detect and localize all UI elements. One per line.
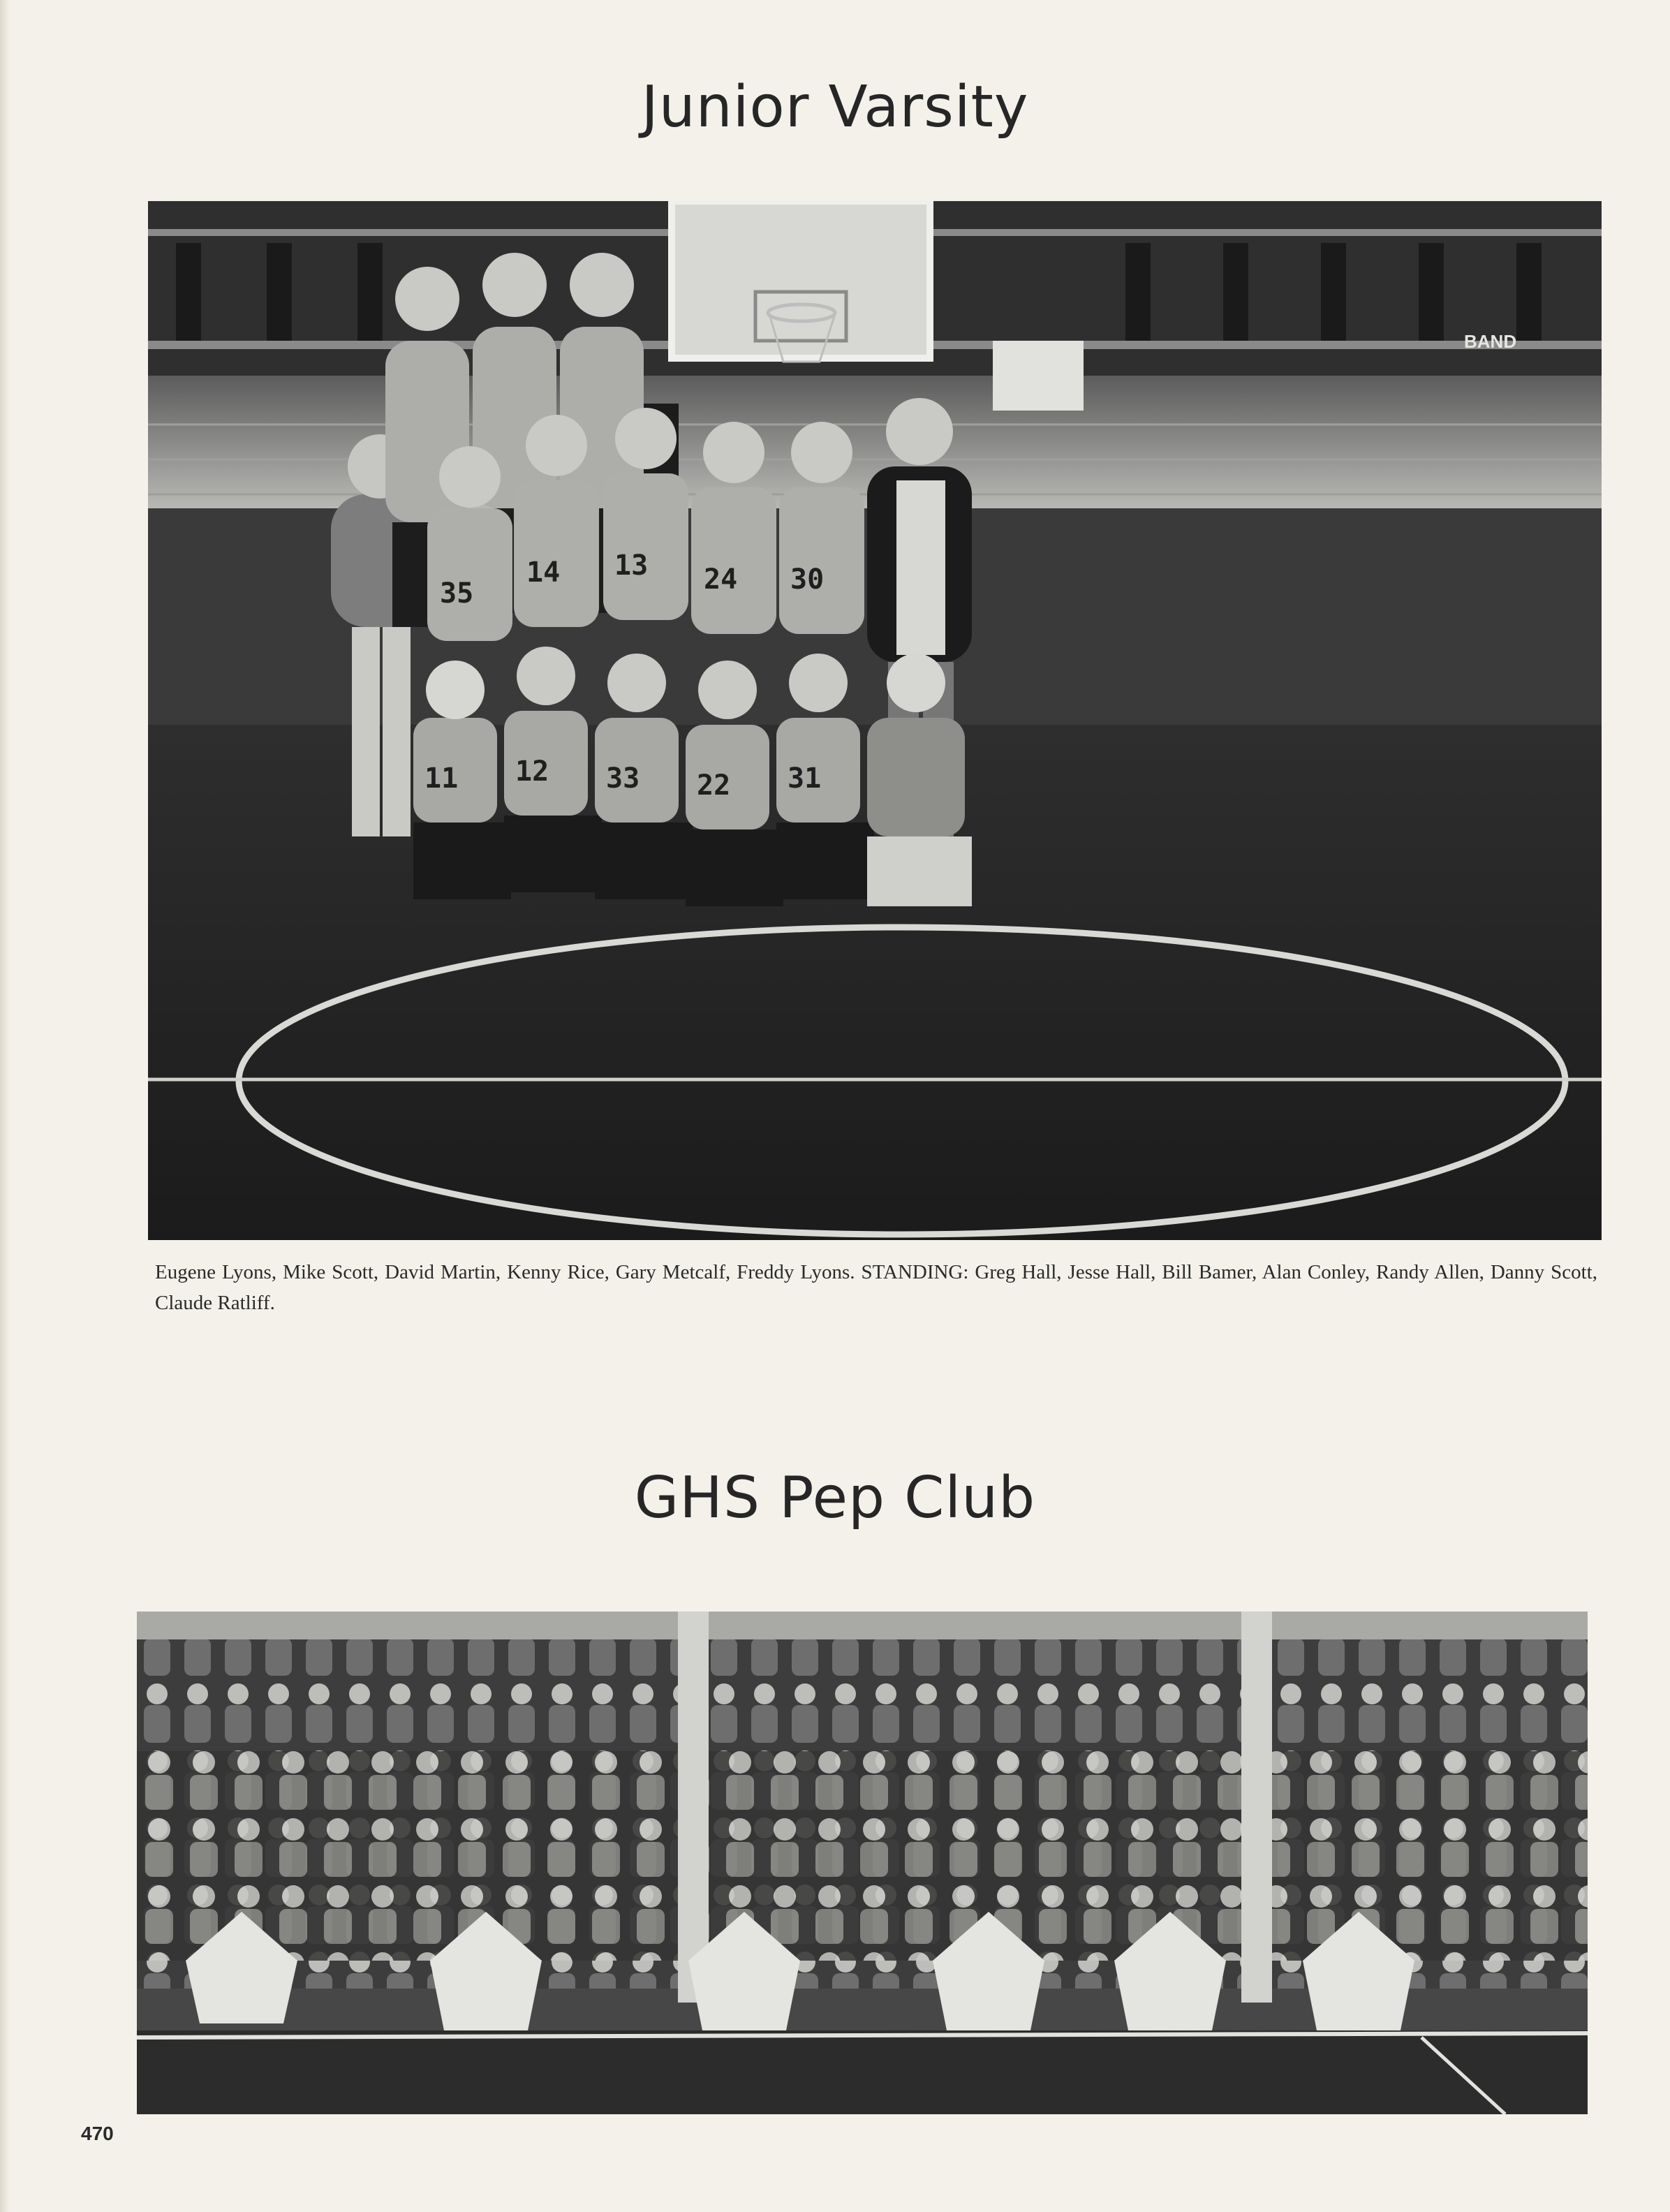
band-sign: BAND [1464, 331, 1517, 352]
jersey-30: 30 [790, 563, 825, 596]
jersey-35: 35 [440, 577, 474, 610]
pep-club-group-photo [137, 1612, 1588, 2114]
jersey-14: 14 [526, 556, 561, 589]
junior-varsity-caption: Eugene Lyons, Mike Scott, David Martin, Kenny Rice, Gary Metcalf, Freddy Lyons. STANDING: Greg Hall, Jesse Hall, Bill Bamer, Alan Conley, Randy Allen, Danny Scott, Claude Ratliff. [155, 1261, 1597, 1314]
pep-club-heading: GHS Pep Club [634, 1465, 1036, 1531]
jersey-12: 12 [515, 755, 549, 788]
junior-varsity-team-photo [148, 201, 1602, 1240]
jersey-11: 11 [424, 762, 459, 795]
team-photo-illustration [148, 201, 1602, 1240]
group-photo-illustration [137, 1612, 1588, 2114]
jersey-13: 13 [614, 550, 649, 582]
junior-varsity-heading: Junior Varsity [641, 74, 1029, 140]
page-number: 470 [81, 2123, 114, 2144]
jersey-33: 33 [606, 762, 640, 795]
jersey-31: 31 [788, 762, 822, 795]
jersey-22: 22 [697, 769, 731, 802]
jersey-24: 24 [704, 563, 738, 596]
page-edge [0, 0, 10, 2212]
